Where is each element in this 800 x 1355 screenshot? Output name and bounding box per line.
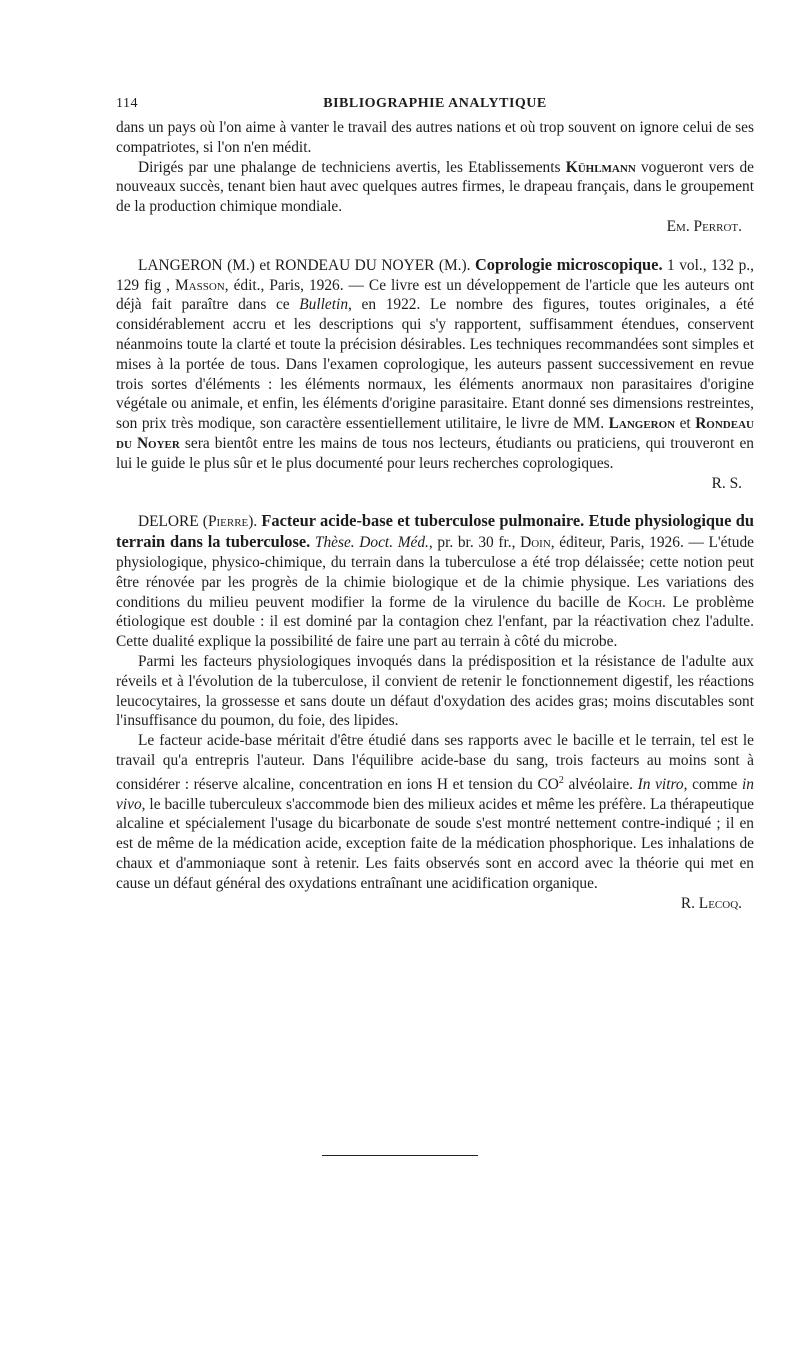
person-name: Koch bbox=[627, 593, 663, 611]
latin-term: in vivo bbox=[116, 775, 754, 813]
text-run: alvéolaire. bbox=[563, 775, 638, 793]
journal-name: Bulletin bbox=[299, 296, 349, 314]
review-title: Coprologie microscopique. bbox=[474, 254, 663, 274]
signature-text: R. Lecoq. bbox=[680, 894, 742, 912]
text-run: , éditeur, Paris, 1926. — L'étude physiologique, physico-chimique, du terrain dans la tuberculose a été trop délaissée; cette notion peut être rénovée par les progrès de la chimie biologique et de la chimie physique. Les variations des conditions du milieu peuvent modifier la forme de la virulence du bacille de bbox=[116, 534, 754, 611]
text-run: , en 1922. Le nombre des figures, toutes originales, a été considérablement accru et les descriptions qui s'y rapportent, suffisamment étendues, conservent néanmoins toute la clarté et toute la précision désirables. Les techniques recommandées sont simples et mises à la portée de tous. Dans l'examen coprologique, les auteurs passent successivement en revue trois sortes d'éléments : les éléments normaux, les éléments anormaux non parasitaires d'origine végétale ou animale, et enfin, les éléments d'origine parasitaire. Etant donné ses dimensions restreintes, son prix très modique, son caractère essentiellement utilitaire, le livre de MM. bbox=[116, 296, 754, 433]
text-run: Dirigés par une phalange de techniciens avertis, les Etablissements bbox=[138, 158, 566, 176]
review-delore bbox=[116, 511, 754, 913]
text-run: , le bacille tuberculeux s'accommode bien des milieux acides et même les préfère. La thérapeutique alcaline et spécialement l'usage du bicarbonate de soude s'est montré nettement contre-indiqué ; il en est de même de la médication acide, exception faite de la médication phosphorique. Les inhalations de chaux et d'ammoniaque sont à retenir. Les faits observés sont en accord avec la théorie qui met en cause un défaut général des oxydations entraînant une acidification organique. bbox=[116, 795, 754, 892]
running-title: BIBLIOGRAPHIE ANALYTIQUE bbox=[323, 96, 547, 111]
review-paragraph bbox=[116, 731, 754, 894]
review-title: Facteur acide-base et tuberculose pulmonaire. Etude physiologique du terrain dans la tuberculose. bbox=[116, 511, 754, 552]
review-author: DELORE ( bbox=[138, 513, 208, 531]
text-run: vogueront vers de nouveaux succès, tenant bien haut avec quelques autres firmes, le drapeau français, dans le groupement de la production chimique mondiale. bbox=[116, 158, 754, 216]
review-signature bbox=[116, 474, 754, 494]
signature-text: Em. Perrot. bbox=[666, 217, 742, 235]
publisher-name: Doin bbox=[520, 534, 551, 552]
text-run: sera bientôt entre les mains de tous nos lecteurs, étudiants ou praticiens, qui trouveront en lui le guide le plus sûr et le plus documenté pour leurs recherches coprologiques. bbox=[116, 434, 754, 472]
review-paragraph bbox=[116, 255, 754, 474]
signature-text: R. S. bbox=[711, 474, 742, 492]
review-paragraph bbox=[116, 511, 754, 652]
text-run: 1 vol., 132 p., 129 fig , bbox=[116, 256, 754, 294]
page-header bbox=[116, 96, 754, 118]
review-signature bbox=[116, 894, 754, 914]
text-run: ). bbox=[248, 513, 262, 531]
review-paragraph: Parmi les facteurs physiologiques invoqués dans la prédisposition et la résistance de l'adulte aux réveils et à l'évolution de la tuberculose, il convient de retenir le fonctionnement digestif, les réactions leucocytaires, la grossesse et sans doute un défaut d'oxydation des acides gras; moins discutables sont l'insuffisance du poumon, du foie, des lipides. bbox=[116, 652, 754, 730]
author-name: Langeron bbox=[608, 415, 676, 433]
review-paragraph bbox=[116, 158, 754, 217]
section-end-rule bbox=[322, 1155, 478, 1156]
review-signature bbox=[116, 217, 754, 237]
text-run: , édit., Paris, 1926. — Ce livre est un développement de l'article que les auteurs ont déjà fait paraître dans ce bbox=[116, 276, 754, 314]
text-run: et bbox=[675, 415, 696, 433]
page-number: 114 bbox=[116, 96, 138, 111]
superscript: 2 bbox=[558, 774, 564, 786]
latin-term: In vitro bbox=[637, 775, 684, 793]
company-name: Kühlmann bbox=[565, 158, 636, 176]
review-paragraph: dans un pays où l'on aime à vanter le travail des autres nations et où trop souvent on ignore celui de ses compatriotes, si l'on n'en médit. bbox=[116, 119, 754, 156]
thesis-label: Thèse. Doct. Méd. bbox=[310, 534, 429, 552]
review-authors: LANGERON (M.) et RONDEAU DU NOYER (M.). bbox=[138, 256, 475, 274]
author-name: Rondeau du Noyer bbox=[116, 415, 754, 452]
text-run: , pr. br. 30 fr., bbox=[428, 534, 521, 552]
journal-page bbox=[116, 96, 754, 913]
text-run: Le facteur acide-base méritait d'être étudié dans ses rapports avec le bacille et le terrain, tel est le travail qu'a entrepris l'auteur. Dans l'équilibre acide-base du sang, trois facteurs au moins sont à considérer : réserve alcaline, concentration en ions H et tension du CO bbox=[116, 732, 754, 793]
text-run: . Le problème étiologique est double : il est dominé par la contagion chez l'enfant, par la réactivation chez l'adulte. Cette dualité explique la possibilité de faire une part au terrain à côté du microbe. bbox=[116, 593, 754, 651]
text-run: , comme bbox=[683, 775, 743, 793]
review-kuhlmann-continuation bbox=[116, 118, 754, 237]
review-author-first: Pierre bbox=[207, 513, 249, 531]
review-coprologie bbox=[116, 255, 754, 494]
publisher-name: Masson bbox=[174, 276, 225, 294]
